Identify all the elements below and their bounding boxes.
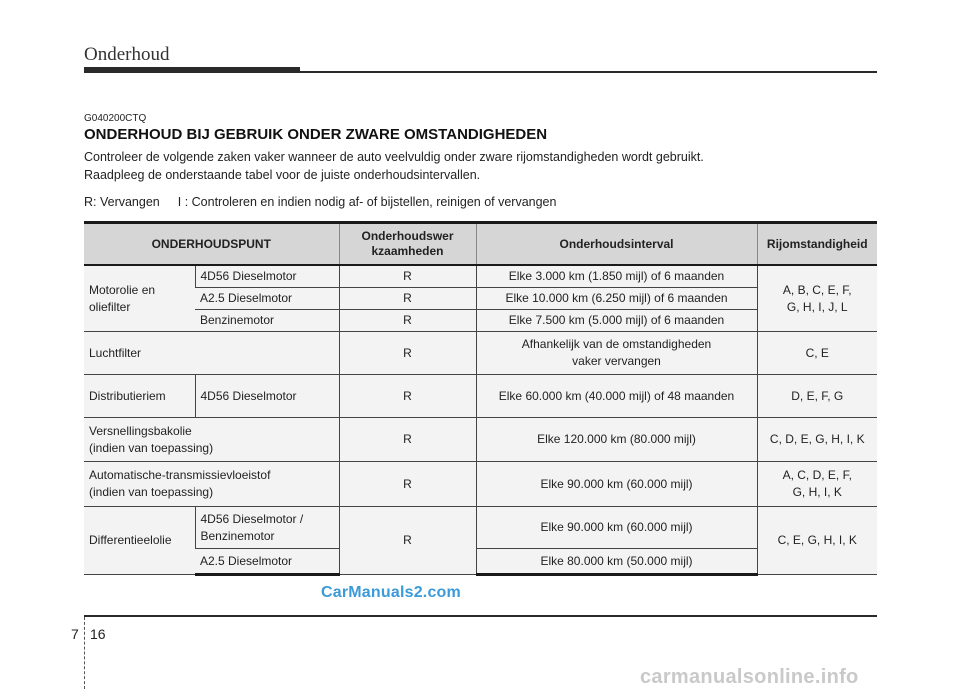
condition-cell: D, E, F, G [757, 375, 877, 418]
page-heading: ONDERHOUD BIJ GEBRUIK ONDER ZWARE OMSTANDIGHEDEN [84, 126, 548, 143]
interval-air-line-2: vaker vervangen [572, 354, 661, 368]
condition-oil-line-1: A, B, C, E, F, [782, 282, 852, 297]
condition-cell: C, E, G, H, I, K [757, 507, 877, 575]
engine-diff-line-2: Benzinemotor [200, 528, 275, 543]
chapter-number: 7 [71, 626, 79, 642]
engine-diff-1 [195, 507, 339, 549]
item-auto-line-2: (indien van toepassing) [89, 485, 214, 499]
item-differential-oil: Differentieelolie [84, 507, 195, 575]
table-header-row [84, 223, 877, 266]
condition-oil [757, 265, 877, 332]
interval-cell: Elke 3.000 km (1.850 mijl) of 6 maanden [476, 265, 757, 288]
item-oil [84, 265, 195, 332]
item-manual-gearbox [84, 418, 339, 462]
item-auto-line-1: Automatische-transmissievloeistof [89, 468, 271, 482]
footer-rule [84, 615, 877, 617]
interval-cell: Elke 10.000 km (6.250 mijl) of 6 maanden [476, 288, 757, 310]
interval-cell: Elke 90.000 km (60.000 mijl) [476, 507, 757, 549]
item-oil-line-2: oliefilter [89, 299, 131, 314]
table-row [84, 462, 877, 507]
interval-air-line-1: Afhankelijk van de omstandigheden [521, 337, 712, 351]
header-condition: Rijomstandigheid [757, 223, 877, 266]
engine-cell: 4D56 Dieselmotor [195, 265, 339, 288]
table-row [84, 418, 877, 462]
action-cell: R [339, 332, 476, 375]
header-action: Onderhoudswer kzaamheden [339, 223, 476, 266]
action-cell: R [339, 288, 476, 310]
condition-auto [757, 462, 877, 507]
interval-cell: Elke 7.500 km (5.000 mijl) of 6 maanden [476, 310, 757, 332]
item-manual-line-1: Versnellingsbakolie [89, 423, 192, 438]
condition-auto-line-1: A, C, D, E, F, [782, 468, 852, 482]
intro-line-1: Controleer de volgende zaken vaker wanneer de auto veelvuldig onder zware rijomstandigheden wordt gebruikt. [84, 150, 704, 164]
header-interval: Onderhoudsinterval [476, 223, 757, 266]
condition-oil-line-2: G, H, I, J, L [786, 299, 848, 314]
section-title: Onderhoud [84, 44, 170, 65]
table-row [84, 265, 877, 288]
condition-auto-line-2: G, H, I, K [792, 485, 842, 499]
engine-cell: 4D56 Dieselmotor [195, 375, 339, 418]
intro-line-2: Raadpleeg de onderstaande tabel voor de juiste onderhoudsintervallen. [84, 168, 481, 182]
interval-cell: Elke 80.000 km (50.000 mijl) [476, 549, 757, 575]
legend-inspect: I : Controleren en indien nodig af- of bijstellen, reinigen of vervangen [177, 195, 557, 209]
engine-cell: A2.5 Dieselmotor [195, 288, 339, 310]
header-rule [300, 71, 877, 73]
interval-cell: Elke 120.000 km (80.000 mijl) [476, 418, 757, 462]
interval-cell: Elke 90.000 km (60.000 mijl) [476, 462, 757, 507]
item-manual-line-2: (indien van toepassing) [89, 440, 214, 455]
item-timing-belt: Distributieriem [84, 375, 195, 418]
maintenance-table [84, 221, 877, 576]
watermark-link[interactable]: CarManuals2.com [321, 584, 461, 601]
engine-cell: A2.5 Dieselmotor [195, 549, 339, 575]
page-number: 16 [90, 626, 106, 642]
action-cell: R [339, 418, 476, 462]
action-cell: R [339, 265, 476, 288]
table-row [84, 332, 877, 375]
table-row [84, 507, 877, 549]
page-divider [84, 617, 85, 689]
item-automatic-transmission [84, 462, 339, 507]
engine-cell: Benzinemotor [195, 310, 339, 332]
legend [84, 195, 556, 209]
action-cell: R [339, 375, 476, 418]
action-cell: R [339, 507, 476, 575]
header-bar-thick [84, 67, 300, 73]
engine-diff-line-1: 4D56 Dieselmotor / [200, 511, 304, 526]
interval-cell: Elke 60.000 km (40.000 mijl) of 48 maanden [476, 375, 757, 418]
condition-cell: C, E [757, 332, 877, 375]
item-oil-line-1: Motorolie en [89, 282, 156, 297]
header-item: ONDERHOUDSPUNT [84, 223, 339, 266]
site-watermark: carmanualsonline.info [640, 666, 859, 688]
action-cell: R [339, 310, 476, 332]
intro-text [84, 148, 704, 184]
action-cell: R [339, 462, 476, 507]
table-row [84, 375, 877, 418]
document-code: G040200CTQ [84, 113, 147, 124]
interval-air [476, 332, 757, 375]
item-air-filter: Luchtfilter [84, 332, 339, 375]
condition-cell: C, D, E, G, H, I, K [757, 418, 877, 462]
legend-replace: R: Vervangen [84, 195, 160, 209]
